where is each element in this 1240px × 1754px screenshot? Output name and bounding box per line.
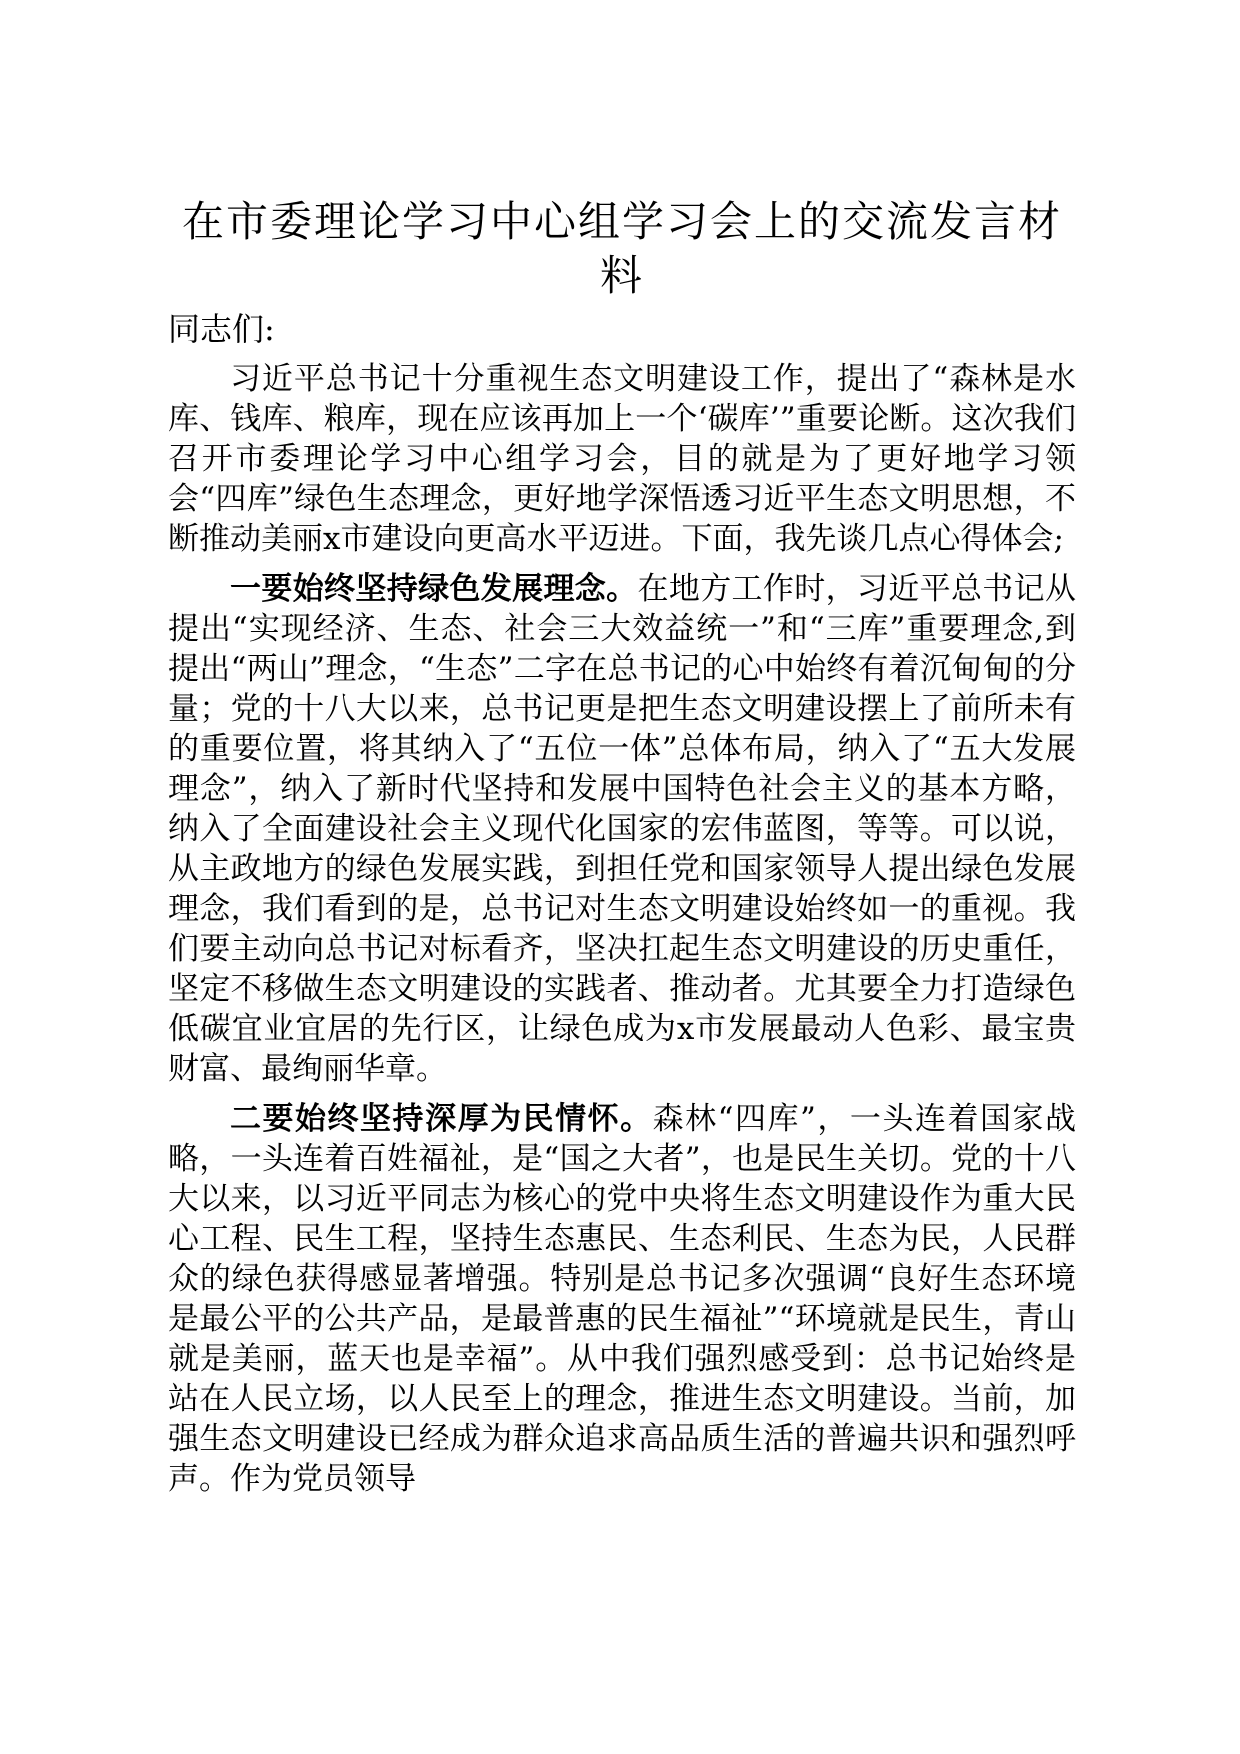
paragraph-text: 习近平总书记十分重视生态文明建设工作，提出了“森林是水库、钱库、粮库，现在应该再加上一个‘碳库’”重要论断。这次我们召开市委理论学习中心组学习会，目的就是为了更好地学习领会“四库”绿色生态理念，更好地学深悟透习近平生态文明思想，不断推动美丽x市建设向更高水平迈进。下面，我先谈几点心得体会; bbox=[168, 361, 1076, 557]
paragraph-intro bbox=[168, 359, 1076, 559]
paragraph-lead: 二要始终坚持深厚为民情怀。 bbox=[230, 1101, 653, 1137]
paragraph-text: 在地方工作时，习近平总书记从提出“实现经济、生态、社会三大效益统一”和“三库”重要理念,到提出“两山”理念，“生态”二字在总书记的心中始终有着沉甸甸的分量；党的十八大以来，总书记更是把生态文明建设摆上了前所未有的重要位置，将其纳入了“五位一体”总体布局，纳入了“五大发展理念”，纳入了新时代坚持和发展中国特色社会主义的基本方略，纳入了全面建设社会主义现代化国家的宏伟蓝图，等等。可以说，从主政地方的绿色发展实践，到担任党和国家领导人提出绿色发展理念，我们看到的是，总书记对生态文明建设始终如一的重视。我们要主动向总书记对标看齐，坚决扛起生态文明建设的历史重任，坚定不移做生态文明建设的实践者、推动者。尤其要全力打造绿色低碳宜业宜居的先行区，让绿色成为x市发展最动人色彩、最宝贵财富、最绚丽华章。 bbox=[168, 571, 1076, 1087]
paragraph-people-centered bbox=[168, 1099, 1076, 1499]
paragraph-green-development bbox=[168, 569, 1076, 1089]
salutation: 同志们: bbox=[168, 310, 275, 348]
paragraph-lead: 一要始终坚持绿色发展理念。 bbox=[230, 571, 638, 607]
document-page bbox=[168, 195, 1076, 1499]
paragraph-text: 森林“四库”，一头连着国家战略，一头连着百姓福祉，是“国之大者”，也是民生关切。党的十八大以来，以习近平同志为核心的党中央将生态文明建设作为重大民心工程、民生工程，坚持生态惠民、生态利民、生态为民，人民群众的绿色获得感显著增强。特别是总书记多次强调“良好生态环境是最公平的公共产品，是最普惠的民生福祉”“环境就是民生，青山就是美丽，蓝天也是幸福”。从中我们强烈感受到：总书记始终是站在人民立场，以人民至上的理念，推进生态文明建设。当前，加强生态文明建设已经成为群众追求高品质生活的普遍共识和强烈呼声。作为党员领导 bbox=[168, 1101, 1076, 1497]
document-title: 在市委理论学习中心组学习会上的交流发言材料 bbox=[181, 197, 1062, 300]
